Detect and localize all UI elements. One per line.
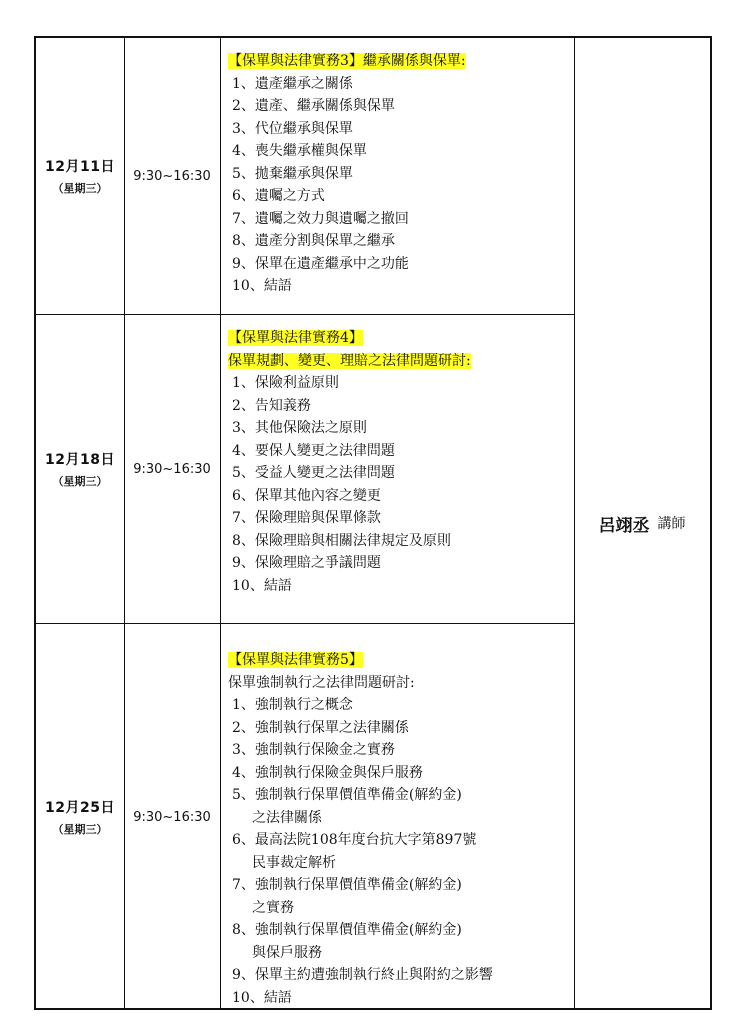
session-time-cell: [124, 624, 220, 1010]
list-item: 8、強制執行保單價值準備金(解約金): [232, 922, 462, 938]
list-item: 5、強制執行保單價值準備金(解約金): [232, 787, 462, 803]
session-time-cell: [124, 38, 220, 314]
list-item: 7、遺囑之效力與遺囑之撤回: [232, 210, 409, 227]
session-date: 12月11日: [45, 159, 115, 175]
session-time-cell: [124, 315, 220, 623]
list-item: 6、保單其他內容之變更: [232, 487, 381, 504]
session-date-cell: [36, 315, 124, 623]
list-item-continuation: 與保戶服務: [252, 944, 322, 961]
session-content: [228, 50, 574, 298]
session-weekday: （星期三）: [52, 823, 108, 836]
list-item: 10、結語: [232, 989, 292, 1006]
list-item: 7、強制執行保單價值準備金(解約金): [232, 877, 462, 893]
session-subheading: 保單規劃、變更、理賠之法律問題研討:: [228, 352, 471, 369]
list-item: 5、受益人變更之法律問題: [232, 465, 395, 481]
list-item: 9、保險理賠之爭議問題: [232, 555, 381, 571]
session-date-cell: [36, 38, 124, 314]
schedule-table: [34, 36, 712, 1010]
session-content: [228, 327, 574, 597]
list-item: 6、遺囑之方式: [232, 188, 325, 204]
session-weekday: （星期三）: [52, 182, 108, 195]
list-item: 8、保險理賠與相關法律規定及原則: [232, 532, 451, 549]
list-item: 10、結語: [232, 278, 292, 294]
list-item: 3、其他保險法之原則: [232, 420, 367, 436]
list-item: 1、強制執行之概念: [232, 697, 353, 713]
instructor-title: 講師: [657, 516, 686, 532]
session-time: 9:30~16:30: [133, 461, 211, 477]
list-item: 2、強制執行保單之法律關係: [232, 719, 409, 736]
list-item: 7、保險理賠與保單條款: [232, 510, 381, 526]
session-heading: 【保單與法律實務3】繼承關係與保單:: [228, 53, 466, 69]
session-subheading: 保單強制執行之法律問題研討:: [228, 674, 415, 691]
list-item: 10、結語: [232, 577, 292, 594]
list-item: 2、遺產、繼承關係與保單: [232, 98, 395, 114]
list-item: 2、告知義務: [232, 397, 311, 414]
session-time: 9:30~16:30: [133, 168, 211, 184]
list-item: 8、遺產分割與保單之繼承: [232, 233, 395, 249]
list-item-continuation: 之實務: [252, 899, 294, 916]
list-item: 3、代位繼承與保單: [232, 120, 353, 137]
session-time: 9:30~16:30: [133, 809, 211, 825]
session-date: 12月18日: [45, 452, 115, 468]
list-item: 9、保單在遺產繼承中之功能: [232, 255, 409, 272]
list-item: 5、拋棄繼承與保單: [232, 165, 353, 182]
column-divider: [220, 38, 221, 1008]
session-date-cell: [36, 624, 124, 1010]
list-item: 6、最高法院108年度台抗大字第897號: [232, 832, 477, 848]
session-date: 12月25日: [45, 800, 115, 816]
list-item: 1、保險利益原則: [232, 375, 339, 391]
session-content: [228, 649, 574, 1009]
list-item: 9、保單主約遭強制執行終止與附約之影響: [232, 967, 493, 983]
list-item: 4、喪失繼承權與保單: [232, 143, 367, 159]
instructor-cell: [574, 38, 710, 1008]
list-item: 3、強制執行保險金之實務: [232, 742, 395, 758]
list-item-continuation: 之法律關係: [252, 809, 322, 826]
list-item: 1、遺產繼承之關係: [232, 75, 353, 92]
instructor-name: 呂翊丞: [598, 515, 650, 536]
list-item-continuation: 民事裁定解析: [252, 854, 336, 871]
session-weekday: （星期三）: [52, 475, 108, 488]
list-item: 4、強制執行保險金與保戶服務: [232, 764, 423, 781]
session-heading: 【保單與法律實務4】: [228, 330, 363, 346]
list-item: 4、要保人變更之法律問題: [232, 442, 395, 459]
session-heading: 【保單與法律實務5】: [228, 652, 363, 668]
